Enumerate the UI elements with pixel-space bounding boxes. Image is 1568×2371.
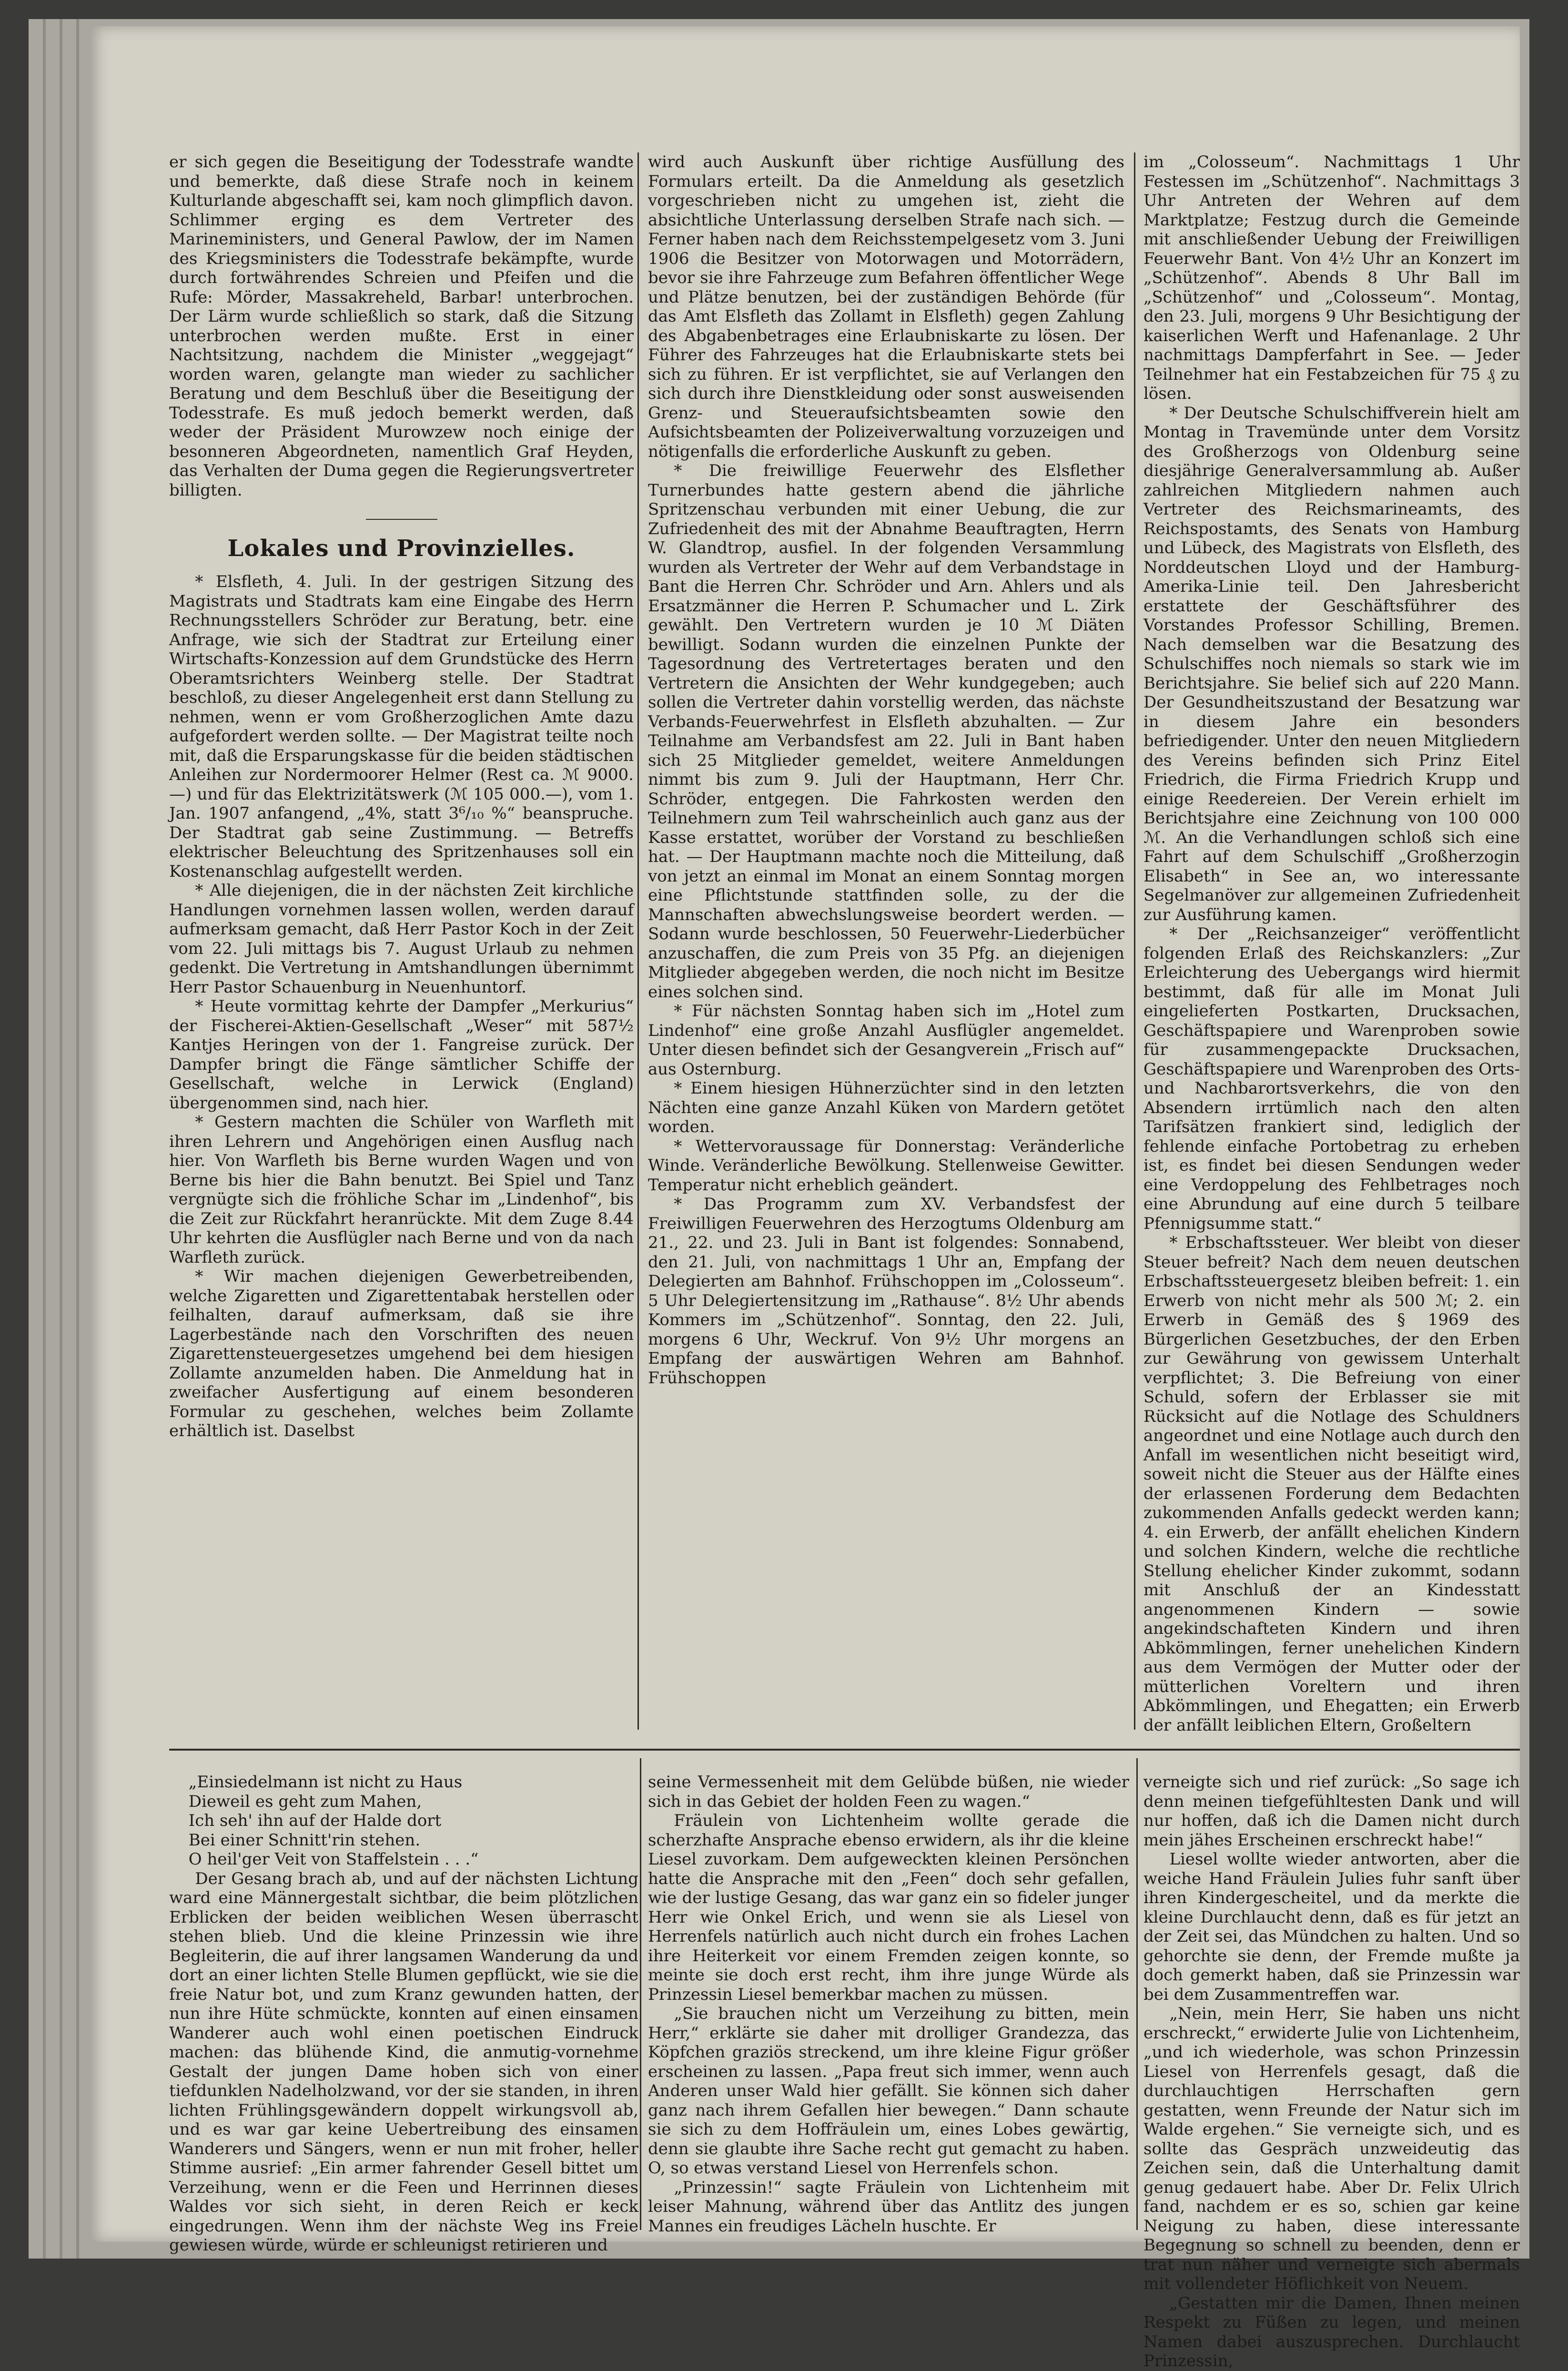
story-paragraph: „Prinzessin!“ sagte Fräulein von Lichtenheim mit leiser Mahnung, während über das Antlitz des jungen Mannes ein freudiges Lächeln huschte. Er bbox=[648, 2178, 1129, 2236]
article-paragraph: * Elsfleth, 4. Juli. In der gestrigen Sitzung des Magistrats und Stadtrats kam eine Eingabe des Herrn Rechnungsstellers Schröder zur Beratung, betr. eine Anfrage, wie sich der Stadtrat zur Erteilung einer Wirtschafts-Konzession auf dem Grundstücke des Herrn Oberamtsrichters Weinberg stelle. Der Stadtrat beschloß, zu dieser Angelegenheit erst dann Stellung zu nehmen, wenn er vom Großherzoglichen Amte dazu aufgefordert werden sollte. — Der Magistrat teilte noch mit, daß die Ersparungskasse für die beiden städtischen Anleihen zur Nordermoorer Helmer (Rest ca. ℳ 9000.—) und für das Elektrizitätswerk (ℳ 105 000.—), vom 1. Jan. 1907 anfangend, „4%, statt 3⁶/₁₀ %“ beanspruche. Der Stadtrat gab seine Zustimmung. — Betreffs elektrischer Beleuchtung des Spritzenhauses soll ein Kostenanschlag aufgestellt werden. bbox=[169, 572, 634, 881]
story-paragraph: seine Vermessenheit mit dem Gelübde büßen, nie wieder sich in das Gebiet der holden Feen zu wagen.“ bbox=[648, 1773, 1129, 1811]
article-paragraph: * Einem hiesigen Hühnerzüchter sind in den letzten Nächten eine ganze Anzahl Küken von Mardern getötet worden. bbox=[648, 1079, 1124, 1136]
news-column-1 bbox=[169, 152, 634, 1739]
article-paragraph: wird auch Auskunft über richtige Ausfüllung des Formulars erteilt. Da die Anmeldung als gesetzlich vorgeschrieben nicht zu umgehen ist, zieht die absichtliche Unterlassung derselben Strafe nach sich. — Ferner haben nach dem Reichsstempelgesetz vom 3. Juni 1906 die Besitzer von Motorwagen und Motorrädern, bevor sie ihre Fahrzeuge zum Befahren öffentlicher Wege und Plätze benutzen, bei der zuständigen Behörde (für das Amt Elsfleth das Zollamt in Elsfleth) gegen Zahlung des Abgabenbetrages eine Erlaubniskarte zu lösen. Der Führer des Fahrzeuges hat die Erlaubniskarte stets bei sich zu führen. Er ist verpflichtet, sie auf Verlangen den sich durch ihre Dienstkleidung oder sonst ausweisenden Grenz- und Steueraufsichtsbeamten sowie den Aufsichtsbeamten der Polizeiverwaltung vorzuzeigen und nötigenfalls die erforderliche Auskunft zu geben. bbox=[648, 152, 1124, 461]
article-paragraph: * Erbschaftssteuer. Wer bleibt von dieser Steuer befreit? Nach dem neuen deutschen Erbschaftssteuergesetz bleiben befreit: 1. ein Erwerb von nicht mehr als 500 ℳ; 2. ein Erwerb in Gemäß des § 1969 des Bürgerlichen Gesetzbuches, der den Erben zur Gewährung von gewissem Unterhalt verpflichtet; 3. Die Befreiung von einer Schuld, sofern der Erblasser sie mit Rücksicht auf die Notlage des Schuldners angeordnet und eine Notlage auch durch den Anfall im wesentlichen nicht beseitigt wird, soweit nicht die Steuer aus der Hälfte eines der erlassenen Forderung dem Bedachten zukommenden Anfalls gedeckt werden kann; 4. ein Erwerb, der anfällt ehelichen Kindern und solchen Kindern, welche die rechtliche Stellung ehelicher Kinder zukommt, sodann mit Anschluß der an Kindesstatt angenommenen Kindern — sowie angekindschafteten Kindern und ihren Abkömmlingen, ferner unehelichen Kindern aus dem Vermögen der Mutter oder der mütterlichen Voreltern und ihren Abkömmlingen, und Ehegatten; ein Erwerb der anfällt leiblichen Eltern, Großeltern bbox=[1143, 1233, 1520, 1735]
section-divider bbox=[366, 519, 437, 520]
article-paragraph: * Der „Reichsanzeiger“ veröffentlicht folgenden Erlaß des Reichskanzlers: „Zur Erleichterung des Uebergangs wird hiermit bestimmt, daß für alle im Monat Juli eingelieferten Postkarten, Drucksachen, Geschäftspapiere und Warenproben sowie für zusammengepackte Drucksachen, Geschäftspapiere und Warenproben des Orts- und Nachbarortsverkehrs, die von den Absendern irrtümlich nach den alten Tarifsätzen frankiert sind, lediglich der fehlende einfache Portobetrag zu erheben ist, es findet bei diesen Sendungen weder eine Verdoppelung des Fehlbetrages noch eine Abrundung auf eine durch 5 teilbare Pfennigsumme statt.“ bbox=[1143, 924, 1520, 1233]
feuilleton-column-2 bbox=[648, 1773, 1129, 2236]
story-paragraph: verneigte sich und rief zurück: „So sage ich denn meinen tiefgefühltesten Dank und will nur hoffen, daß ich die Damen nicht durch mein jähes Erscheinen erschreckt habe!“ bbox=[1143, 1773, 1520, 1850]
news-column-3 bbox=[1143, 152, 1520, 1739]
feuilleton-column-3 bbox=[1143, 1773, 1520, 2371]
page-edge bbox=[60, 19, 62, 2259]
article-paragraph: * Die freiwillige Feuerwehr des Elsflether Turnerbundes hatte gestern abend die jährliche Spritzenschau verbunden mit einer Uebung, die zur Zufriedenheit des mit der Abnahme Beauftragten, Herrn W. Glandtrop, ausfiel. In der folgenden Versammlung wurden als Vertreter der Wehr auf dem Verbandstage in Bant die Herren Chr. Schröder und Arn. Ahlers und als Ersatzmänner die Herren P. Schumacher und L. Zirk gewählt. Den Vertretern wurden je 10 ℳ Diäten bewilligt. Sodann wurden die einzelnen Punkte der Tagesordnung des Vertretertages beraten und den Vertretern die Ansichten der Wehr kundgegeben; auch sollen die Vertreter dahin vorstellig werden, das nächste Verbands-Feuerwehrfest in Elsfleth abzuhalten. — Zur Teilnahme am Verbandsfest am 22. Juli in Bant haben sich 25 Mitglieder gemeldet, weitere Anmeldungen nimmt bis zum 9. Juli der Hauptmann, Herr Chr. Schröder, entgegen. Die Fahrkosten werden den Teilnehmern zum Teil wahrscheinlich auch ganz aus der Kasse erstattet, worüber der Vorstand zu beschließen hat. — Der Hauptmann machte noch die Mitteilung, daß von jetzt an einmal im Monat an einem Sonntag morgen eine Pflichtstunde stattfinden solle, zu der die Mannschaften abwechslungsweise beordert werden. — Sodann wurde beschlossen, 50 Feuerwehr-Liederbücher anzuschaffen, die zum Preis von 35 Pfg. an diejenigen Mitglieder abgegeben werden, die noch nicht im Besitze eines solchen sind. bbox=[648, 461, 1124, 1002]
column-rule bbox=[1136, 1758, 1138, 2230]
verse-line: Bei einer Schnitt'rin stehen. bbox=[188, 1830, 421, 1850]
story-paragraph: Fräulein von Lichtenheim wollte gerade die scherzhafte Ansprache ebenso erwidern, als ihr die kleine Liesel zuvorkam. Dem aufgeweckten kleinen Persönchen hatte die Ansprache mit den „Feen“ doch sehr gefallen, wie der lustige Gesang, das war ganz ein so fideler junger Herr wie Onkel Erich, und wenn sie als Liesel von Herrenfels natürlich auch nicht durch ein frohes Lachen ihre Heiterkeit vor einem Fremden zeigen konnte, so meinte sie doch erst recht, ihm ihre junge Würde als Prinzessin Liesel bemerkbar machen zu müssen. bbox=[648, 1811, 1129, 2004]
page-edge bbox=[43, 19, 46, 2259]
feuilleton-column-1 bbox=[169, 1773, 638, 2255]
article-paragraph: * Das Programm zum XV. Verbandsfest der Freiwilligen Feuerwehren des Herzogtums Oldenburg am 21., 22. und 23. Juli in Bant ist folgendes: Sonnabend, den 21. Juli, von nachmittags 1 Uhr an, Empfang der Delegierten am Bahnhof. Frühschoppen im „Colosseum“. 5 Uhr Delegiertensitzung im „Rathause“. 8½ Uhr abends Kommers im „Schützenhof“. Sonntag, den 22. Juli, morgens 6 Uhr, Weckruf. Von 9½ Uhr morgens an Empfang der auswärtigen Wehren am Bahnhof. Frühschoppen bbox=[648, 1195, 1124, 1388]
verse-line: Dieweil es geht zum Mahen, bbox=[188, 1792, 422, 1811]
column-rule bbox=[1134, 152, 1135, 1730]
story-paragraph: Der Gesang brach ab, und auf der nächsten Lichtung ward eine Männergestalt sichtbar, die beim plötzlichen Erblicken der beiden weiblichen Wesen überrascht stehen blieb. Und die kleine Prinzessin wie ihre Begleiterin, die auf ihrer langsamen Wanderung da und dort an einer lichten Stelle Blumen gepflückt, wie sie die freie Natur bot, und zum Kranz gewunden hatten, der nun ihre Hüte schmückte, konnten auf einen einsamen Wanderer auch wohl einen poetischen Eindruck machen: das blühende Kind, die anmutig-vornehme Gestalt der jungen Dame hoben sich von einer tiefdunklen Nadelholzwand, vor der sie standen, in ihren lichten Frühlingsgewändern doppelt wirkungsvoll ab, und es war gar keine Uebertreibung des einsamen Wanderers und Sängers, wenn er nun mit froher, heller Stimme ausrief: „Ein armer fahrender Gesell bittet um Verzeihung, wenn er die Feen und Herrinnen dieses Waldes vor sich sieht, in deren Reich er keck eingedrungen. Wenn ihm der nächste Weg ins Freie gewiesen würde, würde er schleunigst retirieren und bbox=[169, 1869, 638, 2255]
story-paragraph: „Sie brauchen nicht um Verzeihung zu bitten, mein Herr,“ erklärte sie daher mit drolliger Grandezza, das Köpfchen graziös streckend, um ihre kleine Figur größer erscheinen zu lassen. „Papa freut sich immer, wenn auch Anderen unser Wald hier gefällt. Sie können sich daher ganz nach ihrem Gefallen hier bewegen.“ Dann schaute sie sich zu dem Hoffräulein um, eines Lobes gewärtig, denn sie glaubte ihre Sache recht gut gemacht zu haben. O, so etwas verstand Liesel von Herrenfels schon. bbox=[648, 2004, 1129, 2178]
article-paragraph: * Für nächsten Sonntag haben sich im „Hotel zum Lindenhof“ eine große Anzahl Ausflügler angemeldet. Unter diesen befindet sich der Gesangverein „Frisch auf“ aus Osternburg. bbox=[648, 1002, 1124, 1079]
column-rule bbox=[640, 1758, 641, 2230]
page-edge bbox=[76, 19, 79, 2259]
news-column-2 bbox=[648, 152, 1124, 1739]
article-paragraph: er sich gegen die Beseitigung der Todesstrafe wandte und bemerkte, daß diese Strafe noch in keinem Kulturlande abgeschafft sei, kam noch glimpflich davon. Schlimmer erging es dem Vertreter des Marineministers, und General Pawlow, der im Namen des Kriegsministers die Todesstrafe bekämpfte, wurde durch fortwährendes Schreien und Pfeifen und die Rufe: Mörder, Massakreheld, Barbar! unterbrochen. Der Lärm wurde schließlich so stark, daß die Sitzung unterbrochen werden mußte. Erst in einer Nachtsitzung, nachdem die Minister „weggejagt“ worden waren, gelangte man wieder zu sachlicher Beratung und dem Beschluß über die Beseitigung der Todesstrafe. Es muß jedoch bemerkt werden, daß weder der Präsident Murowzew noch einige der besonneren Abgeordneten, namentlich Graf Heyden, das Verhalten der Duma gegen die Regierungsvertreter billigten. bbox=[169, 152, 634, 500]
feuilleton-rule bbox=[169, 1749, 1520, 1751]
verse-line: Ich seh' ihn auf der Halde dort bbox=[188, 1811, 442, 1830]
article-paragraph: * Gestern machten die Schüler von Warfleth mit ihren Lehrern und Angehörigen einen Ausflug nach hier. Von Warfleth bis Berne wurden Wagen und von Berne bis hier die Bahn benutzt. Bei Spiel und Tanz vergnügte sich die fröhliche Schar im „Lindenhof“, bis die Zeit zur Rückfahrt heranrückte. Mit dem Zuge 8.44 Uhr kehrten die Ausflügler nach Berne und von da nach Warfleth zurück. bbox=[169, 1113, 634, 1267]
article-paragraph: * Der Deutsche Schulschiffverein hielt am Montag in Travemünde unter dem Vorsitz des Großherzogs von Oldenburg seine diesjährige Generalversammlung ab. Außer zahlreichen Mitgliedern nahmen auch Vertreter des Reichsmarineamts, des Reichspostamts, des Senats von Hamburg und Lübeck, des Magistrats von Elsfleth, des Norddeutschen Lloyd und der Hamburg-Amerika-Linie teil. Den Jahresbericht erstattete der Geschäftsführer des Vorstandes Professor Schilling, Bremen. Nach demselben war die Besatzung des Schulschiffes noch niemals so stark wie im Berichtsjahre. Sie belief sich auf 220 Mann. Der Gesundheitszustand der Besatzung war in diesem Jahre ein besonders befriedigender. Unter den neuen Mitgliedern des Vereins befinden sich Prinz Eitel Friedrich, die Firma Friedrich Krupp und einige Reedereien. Der Verein erhielt im Berichtsjahre eine Zeichnung von 100 000 ℳ. An die Verhandlungen schloß sich eine Fahrt auf dem Schulschiff „Großherzogin Elisabeth“ in See an, wo interessante Segelmanöver zur allgemeinen Zufriedenheit zur Ausführung kamen. bbox=[1143, 403, 1520, 924]
story-paragraph: „Gestatten mir die Damen, Ihnen meinen Respekt zu Füßen zu legen, und meinen Namen dabei auszusprechen. Durchlaucht Prinzessin, bbox=[1143, 2293, 1520, 2371]
article-paragraph: * Heute vormittag kehrte der Dampfer „Merkurius“ der Fischerei-Aktien-Gesellschaft „Weser“ mit 587½ Kantjes Heringen von der 1. Fangreise zurück. Der Dampfer bringt die Fänge sämtlicher Schiffe der Gesellschaft, welche in Lerwick (England) übergenommen sind, nach hier. bbox=[169, 997, 634, 1113]
article-paragraph: * Wir machen diejenigen Gewerbetreibenden, welche Zigaretten und Zigarettentabak herstellen oder feilhalten, darauf aufmerksam, daß sie ihre Lagerbestände nach den Vorschriften des neuen Zigarettensteuergesetzes umgehend bei dem hiesigen Zollamte anzumelden haben. Die Anmeldung hat in zweifacher Ausfertigung auf einem besonderen Formular zu geschehen, welches beim Zollamte erhältlich ist. Daselbst bbox=[169, 1267, 634, 1440]
article-paragraph: im „Colosseum“. Nachmittags 1 Uhr Festessen im „Schützenhof“. Nachmittags 3 Uhr Antreten der Wehren auf dem Marktplatze; Festzug durch die Gemeinde mit anschließender Uebung der Freiwilligen Feuerwehr Bant. Von 4½ Uhr an Konzert im „Schützenhof“. Abends 8 Uhr Ball im „Schützenhof“ und „Colosseum“. Montag, den 23. Juli, morgens 9 Uhr Besichtigung der kaiserlichen Werft und Hafenanlage. 2 Uhr nachmittags Dampferfahrt in See. — Jeder Teilnehmer hat ein Festabzeichen für 75 ₰ zu lösen. bbox=[1143, 152, 1520, 403]
column-rule bbox=[637, 152, 639, 1730]
section-heading: Lokales und Provinzielles. bbox=[227, 535, 576, 562]
verse-line: „Einsiedelmann ist nicht zu Haus bbox=[188, 1773, 463, 1792]
story-paragraph: Liesel wollte wieder antworten, aber die weiche Hand Fräulein Julies fuhr sanft über ihren Kindergescheitel, und da merkte die kleine Durchlaucht denn, daß es für jetzt an der Zeit sei, das Mündchen zu halten. Und so gehorchte sie denn, der Fremde mußte ja doch gemerkt haben, daß sie Prinzessin war bei dem Zusammentreffen war. bbox=[1143, 1850, 1520, 2004]
verse-line: O heil'ger Veit von Staffelstein . . .“ bbox=[188, 1850, 479, 1869]
story-paragraph: „Nein, mein Herr, Sie haben uns nicht erschreckt,“ erwiderte Julie von Lichtenheim, „und ich wiederhole, was schon Prinzessin Liesel von Herrenfels gesagt, daß die durchlauchtigen Herrschaften gern gestatten, wenn Freunde der Natur sich im Walde ergehen.“ Sie verneigte sich, und es sollte das Gespräch unzweideutig das Zeichen sein, daß die Unterhaltung damit genug gedauert habe. Aber Dr. Felix Ulrich fand, nachdem er es so, schien gar keine Neigung zu haben, diese interessante Begegnung so schnell zu beenden, denn er trat nun näher und verneigte sich abermals mit vollendeter Höflichkeit von Neuem. bbox=[1143, 2004, 1520, 2293]
newspaper-page bbox=[91, 26, 1520, 2371]
article-paragraph: * Alle diejenigen, die in der nächsten Zeit kirchliche Handlungen vornehmen lassen wollen, werden darauf aufmerksam gemacht, daß Herr Pastor Koch in der Zeit vom 22. Juli mittags bis 7. August Urlaub zu nehmen gedenkt. Die Vertretung in Amtshandlungen übernimmt Herr Pastor Schauenburg in Neuenhuntorf. bbox=[169, 881, 634, 997]
article-paragraph: * Wettervoraussage für Donnerstag: Veränderliche Winde. Veränderliche Bewölkung. Stellenweise Gewitter. Temperatur nicht erheblich geändert. bbox=[648, 1136, 1124, 1195]
